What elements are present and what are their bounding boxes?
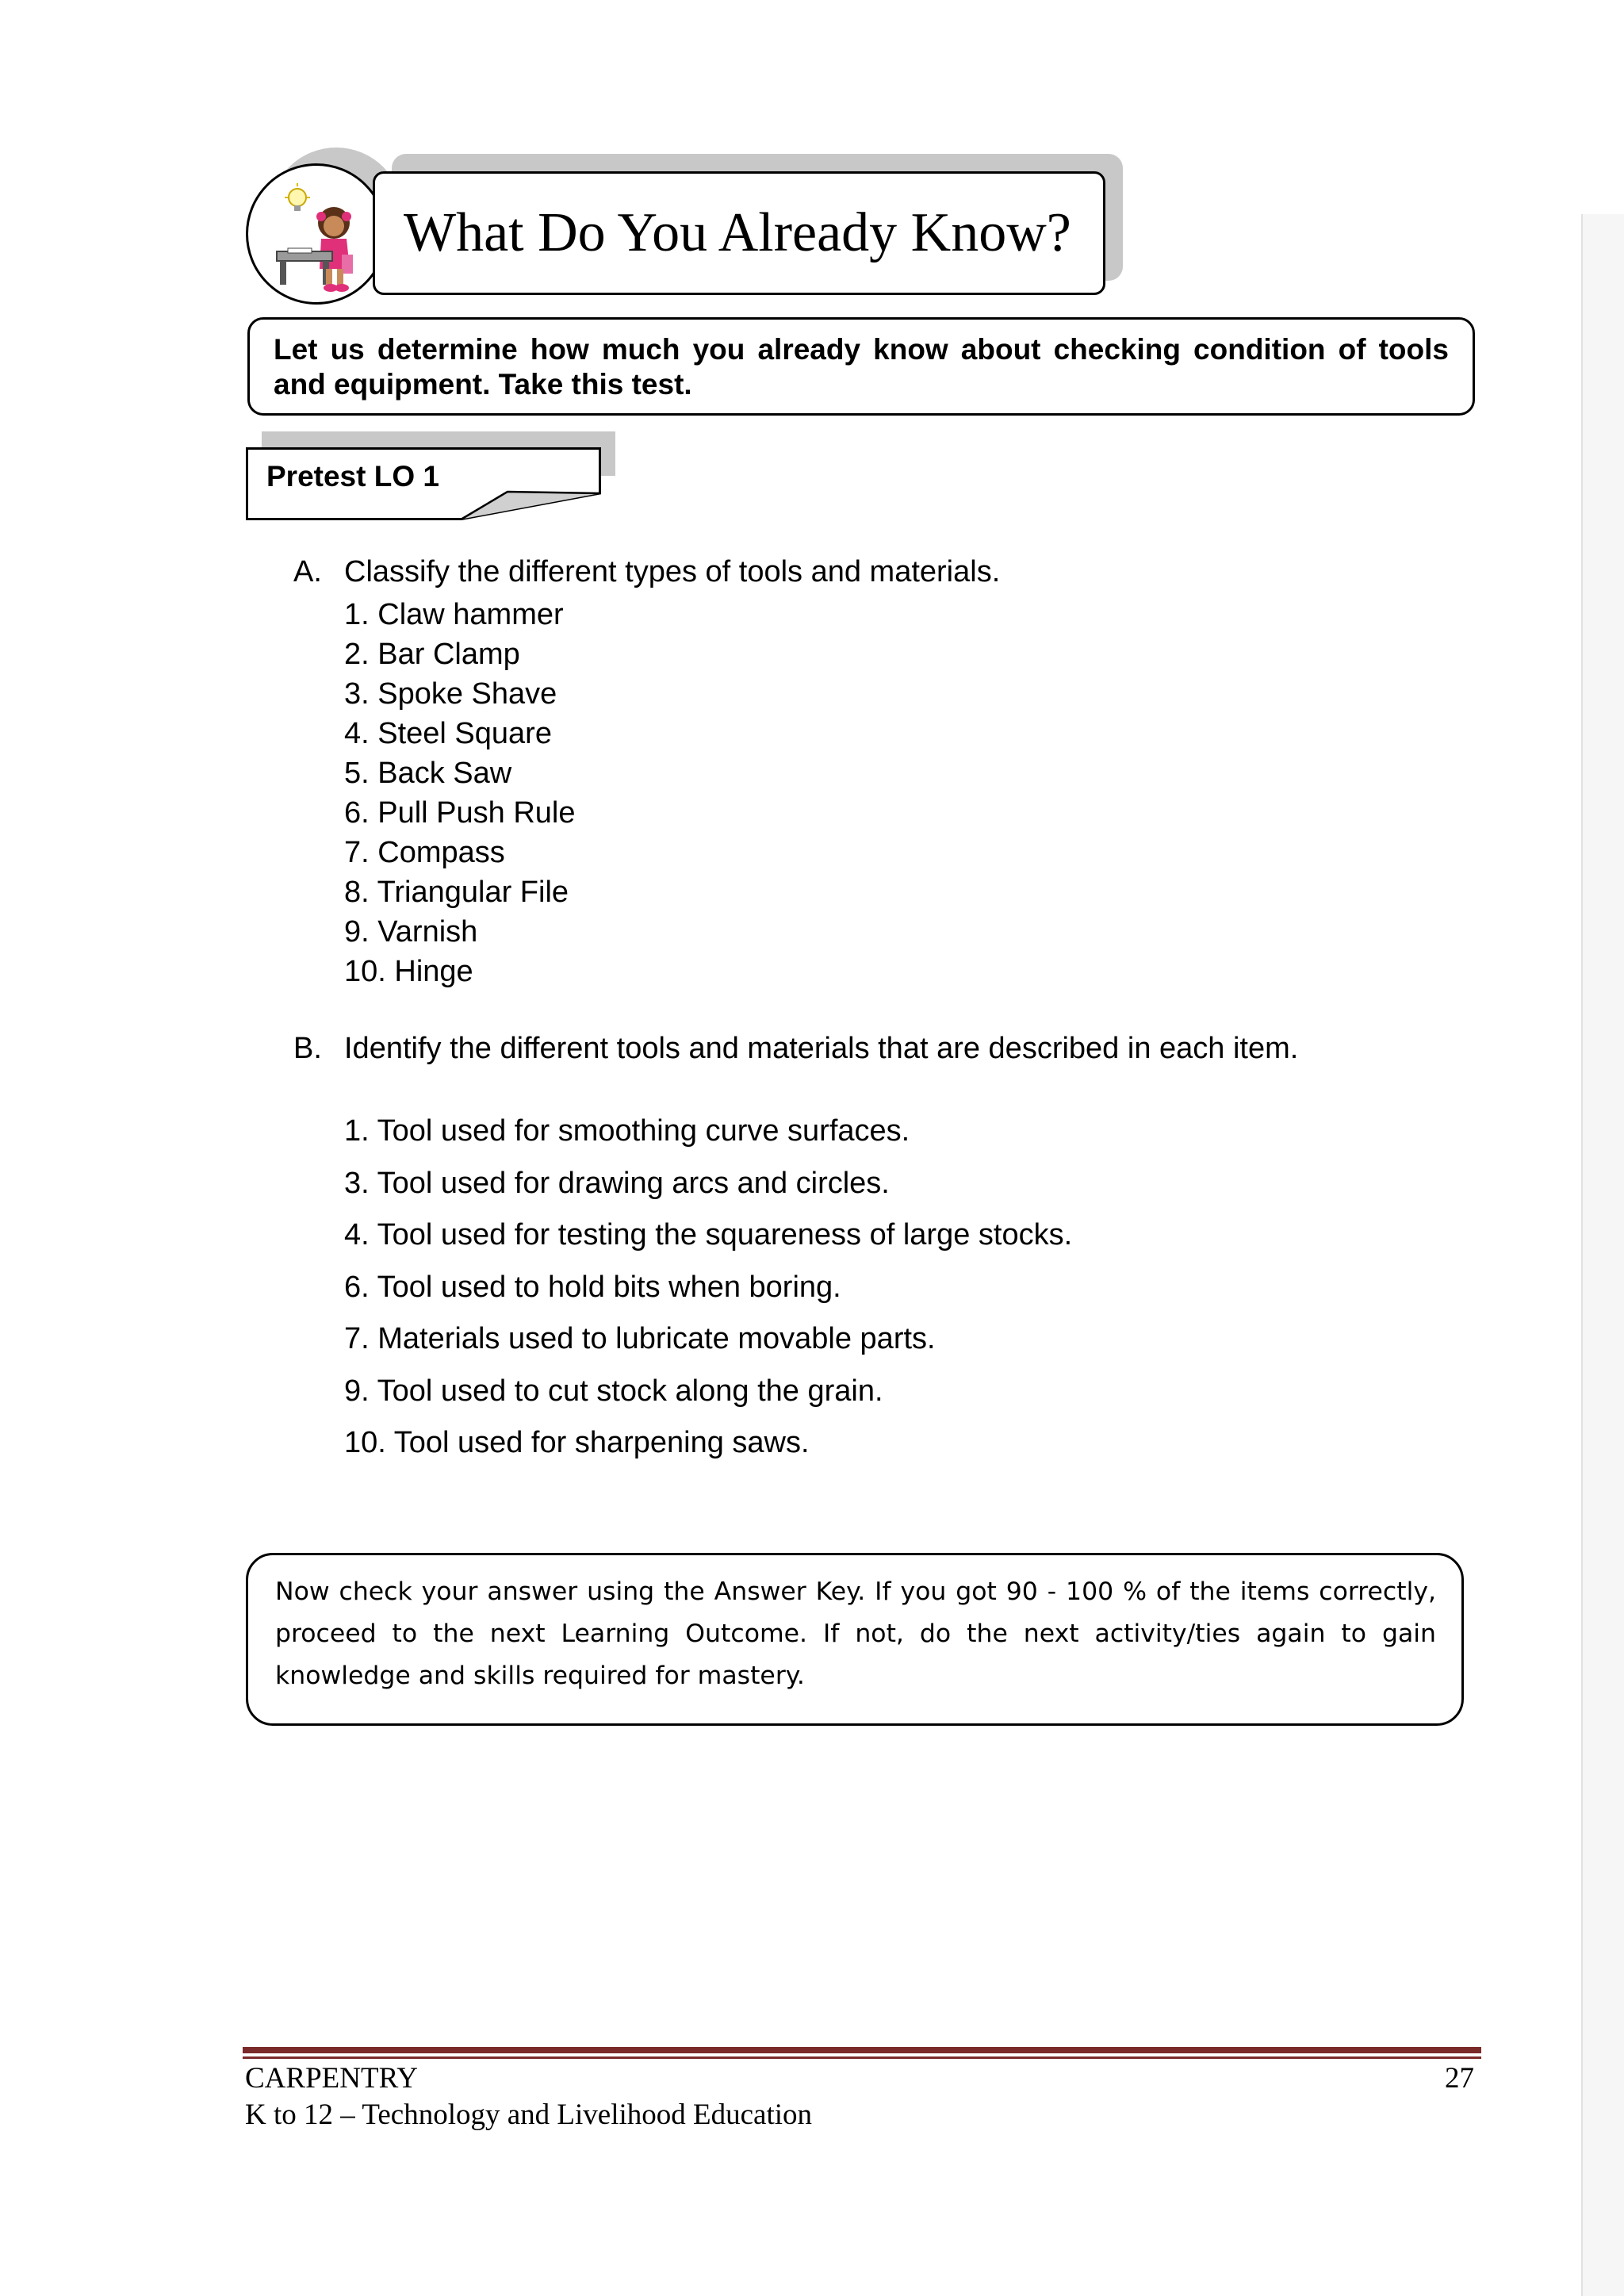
student-at-desk-icon bbox=[246, 163, 387, 305]
list-item: 7. Compass bbox=[344, 836, 505, 869]
list-item: 6. Pull Push Rule bbox=[344, 796, 576, 830]
footer-subject: CARPENTRY bbox=[245, 2062, 418, 2095]
list-item: 3. Tool used for drawing arcs and circles. bbox=[344, 1166, 890, 1200]
section-b-heading bbox=[293, 1032, 1298, 1066]
section-b-instruction: Identify the different tools and materials that are described in each item. bbox=[344, 1032, 1299, 1065]
list-item: 1. Claw hammer bbox=[344, 598, 564, 631]
pretest-label: Pretest LO 1 bbox=[266, 460, 439, 493]
section-a-letter: A. bbox=[293, 555, 322, 588]
pretest-tab bbox=[246, 447, 601, 520]
section-title-box bbox=[373, 171, 1105, 295]
section-a-list bbox=[344, 595, 576, 991]
list-item: 9. Varnish bbox=[344, 915, 478, 949]
list-item: 4. Steel Square bbox=[344, 717, 552, 750]
answer-key-note bbox=[246, 1553, 1464, 1726]
list-item: 3. Spoke Shave bbox=[344, 677, 557, 711]
footer-program: K to 12 – Technology and Livelihood Education bbox=[245, 2099, 813, 2131]
answer-key-note-text: Now check your answer using the Answer Key. If you got 90 - 100 % of the items correctly, proceed to the next Learning Outcome. If not, do the next activity/ties again to gain knowledge and skills required for mastery. bbox=[275, 1577, 1436, 1690]
section-b-list bbox=[344, 1111, 1072, 1475]
page-edge bbox=[1581, 214, 1624, 2296]
list-item: 6. Tool used to hold bits when boring. bbox=[344, 1270, 841, 1304]
list-item: 9. Tool used to cut stock along the grain. bbox=[344, 1374, 883, 1408]
list-item: 8. Triangular File bbox=[344, 876, 569, 909]
list-item: 10. Tool used for sharpening saws. bbox=[344, 1426, 810, 1459]
list-item: 10. Hinge bbox=[344, 955, 473, 988]
footer-rule-thin bbox=[243, 2056, 1481, 2059]
section-b-letter: B. bbox=[293, 1032, 322, 1065]
intro-box bbox=[247, 317, 1475, 416]
list-item: 1. Tool used for smoothing curve surfaces. bbox=[344, 1114, 910, 1148]
section-a-instruction: Classify the different types of tools and materials. bbox=[344, 555, 1001, 588]
footer-rule bbox=[243, 2047, 1481, 2053]
list-item: 4. Tool used for testing the squareness of large stocks. bbox=[344, 1218, 1073, 1251]
section-title: What Do You Already Know? bbox=[404, 202, 1071, 263]
section-a-heading bbox=[293, 555, 1000, 589]
list-item: 2. Bar Clamp bbox=[344, 638, 520, 671]
intro-text: Let us determine how much you already know about checking condition of tools and equipment. Take this test. bbox=[274, 333, 1449, 401]
page-number: 27 bbox=[1445, 2062, 1474, 2095]
list-item: 7. Materials used to lubricate movable parts. bbox=[344, 1322, 936, 1355]
list-item: 5. Back Saw bbox=[344, 757, 512, 790]
